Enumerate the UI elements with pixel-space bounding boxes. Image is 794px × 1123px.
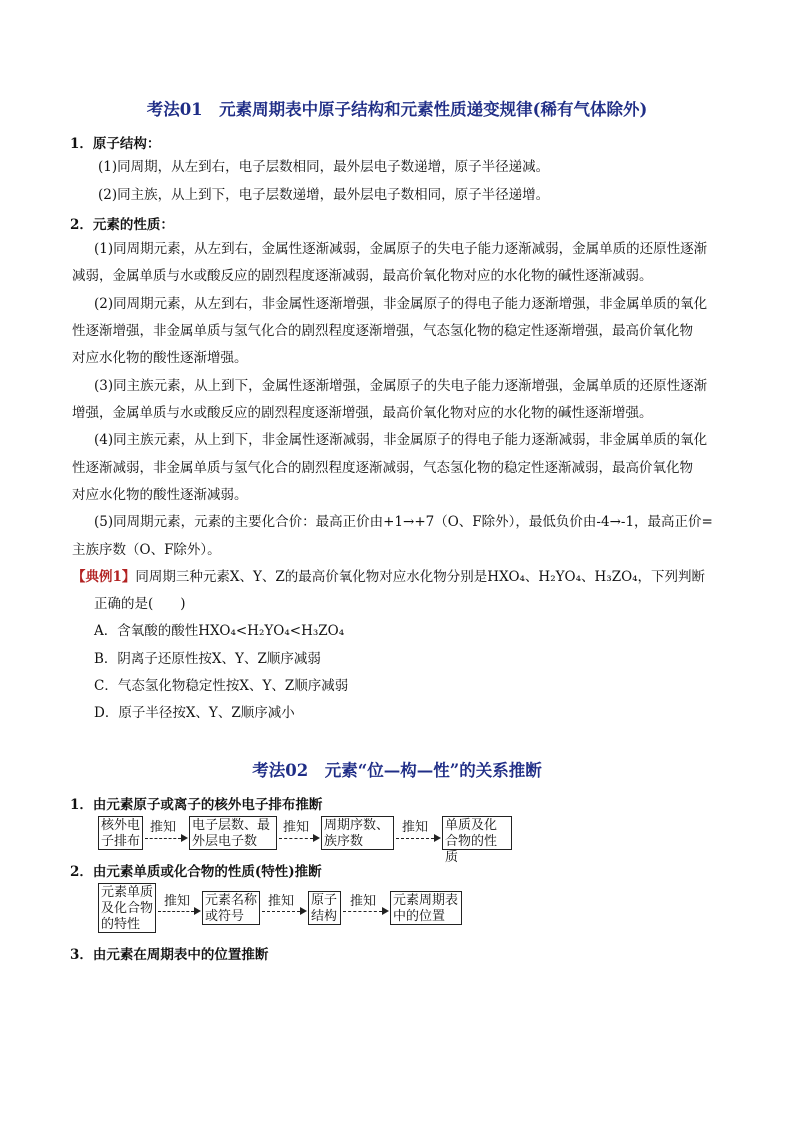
property-5-line-2: 主族序数（O、F除外）。: [72, 542, 221, 558]
property-1-line-2: 减弱，金属单质与水或酸反应的剧烈程度逐渐减弱，最高价氧化物对应的水化物的碱性逐渐减弱。: [72, 268, 653, 284]
flow2-arrow-1: [158, 911, 194, 912]
flow1-arrow-1-label: 推知: [150, 820, 177, 835]
example-tag: 【典例1】: [72, 569, 136, 585]
property-2-line-1: (2)同周期元素，从左到右，非金属性逐渐增强，非金属原子的得电子能力逐渐增强，非金属单质的氧化: [94, 296, 708, 312]
inference-1-label: 1．由元素原子或离子的核外电子排布推断: [70, 797, 323, 813]
flow1-box-shells: 电子层数、最外层电子数: [189, 816, 277, 850]
flow2-arrow-2: [262, 911, 300, 912]
example-stem-text: 同周期三种元素X、Y、Z的最高价氧化物对应水化物分别是HXO₄、H₂YO₄、H₃ZO₄，下列判断: [135, 569, 706, 585]
flow2-arrow-1-label: 推知: [164, 894, 191, 909]
inference-3-label: 3．由元素在周期表中的位置推断: [70, 947, 269, 963]
flow1-box-period-group: 周期序数、族序数: [321, 816, 394, 850]
property-3-line-1: (3)同主族元素，从上到下，金属性逐渐增强，金属原子的失电子能力逐渐增强，金属单质的还原性逐渐: [94, 378, 708, 394]
flow2-arrow-3-label: 推知: [350, 894, 377, 909]
option-c: C．气态氢化物稳定性按X、Y、Z顺序减弱: [94, 678, 349, 694]
property-3-line-2: 增强，金属单质与水或酸反应的剧烈程度逐渐增强，最高价氧化物对应的水化物的碱性逐渐增强。: [72, 405, 653, 421]
flow2-arrowhead-3: [382, 907, 389, 915]
example-stem-line-1: [72, 568, 705, 586]
flow2-arrow-2-label: 推知: [268, 894, 295, 909]
element-properties-label: 2．元素的性质：: [70, 217, 174, 233]
flow1-arrow-3-label: 推知: [402, 820, 429, 835]
property-1-line-1: (1)同周期元素，从左到右，金属性逐渐减弱，金属原子的失电子能力逐渐减弱，金属单质的还原性逐渐: [94, 241, 708, 257]
option-d: D．原子半径按X、Y、Z顺序减小: [94, 705, 295, 721]
atomic-structure-label: 1．原子结构：: [70, 136, 161, 152]
section-1-title: 考法01 元素周期表中原子结构和元素性质递变规律(稀有气体除外): [146, 100, 648, 119]
flow1-arrowhead-2: [313, 834, 320, 842]
flow1-arrow-1: [145, 838, 181, 839]
flow1-arrowhead-1: [181, 834, 188, 842]
flow1-box-electron-config: 核外电子排布: [98, 816, 143, 850]
flow1-arrow-2-label: 推知: [283, 820, 310, 835]
example-stem-line-2: 正确的是( ): [94, 596, 186, 612]
flow1-arrowhead-3: [434, 834, 441, 842]
option-a: A．含氧酸的酸性HXO₄<H₂YO₄<H₃ZO₄: [94, 623, 345, 639]
flow2-box-position: 元素周期表中的位置: [390, 891, 462, 925]
property-4-line-2: 性逐渐减弱，非金属单质与氢气化合的剧烈程度逐渐减弱，气态氢化物的稳定性逐渐减弱，最高价氧化物: [72, 460, 693, 476]
flow1-arrow-2: [279, 838, 313, 839]
flow2-box-atomic-structure: 原子结构: [308, 891, 341, 925]
flow2-arrowhead-1: [194, 907, 201, 915]
property-5-line-1: (5)同周期元素，元素的主要化合价：最高正价由+1→+7（O、F除外），最低负价由-4→-1，最高正价=: [94, 514, 713, 530]
inference-2-label: 2．由元素单质或化合物的性质(特性)推断: [70, 864, 322, 880]
flow2-box-name-symbol: 元素名称或符号: [202, 891, 260, 925]
atomic-structure-line-2: (2)同主族，从上到下，电子层数递增，最外层电子数相同，原子半径递增。: [98, 187, 550, 203]
flow2-box-characteristics: 元素单质及化合物的特性: [98, 883, 156, 933]
flow1-arrow-3: [396, 838, 434, 839]
property-2-line-3: 对应水化物的酸性逐渐增强。: [72, 350, 248, 366]
flow1-box-properties: 单质及化合物的性质: [442, 816, 512, 850]
property-4-line-3: 对应水化物的酸性逐渐减弱。: [72, 487, 248, 503]
property-4-line-1: (4)同主族元素，从上到下，非金属性逐渐减弱，非金属原子的得电子能力逐渐减弱，非金属单质的氧化: [94, 432, 708, 448]
atomic-structure-line-1: (1)同周期，从左到右，电子层数相同，最外层电子数递增，原子半径递减。: [98, 159, 550, 175]
flow2-arrow-3: [343, 911, 382, 912]
property-2-line-2: 性逐渐增强，非金属单质与氢气化合的剧烈程度逐渐增强，气态氢化物的稳定性逐渐增强，最高价氧化物: [72, 323, 693, 339]
section-2-title: 考法02 元素“位—构—性”的关系推断: [252, 761, 542, 780]
flow2-arrowhead-2: [300, 907, 307, 915]
option-b: B．阴离子还原性按X、Y、Z顺序减弱: [94, 651, 321, 667]
